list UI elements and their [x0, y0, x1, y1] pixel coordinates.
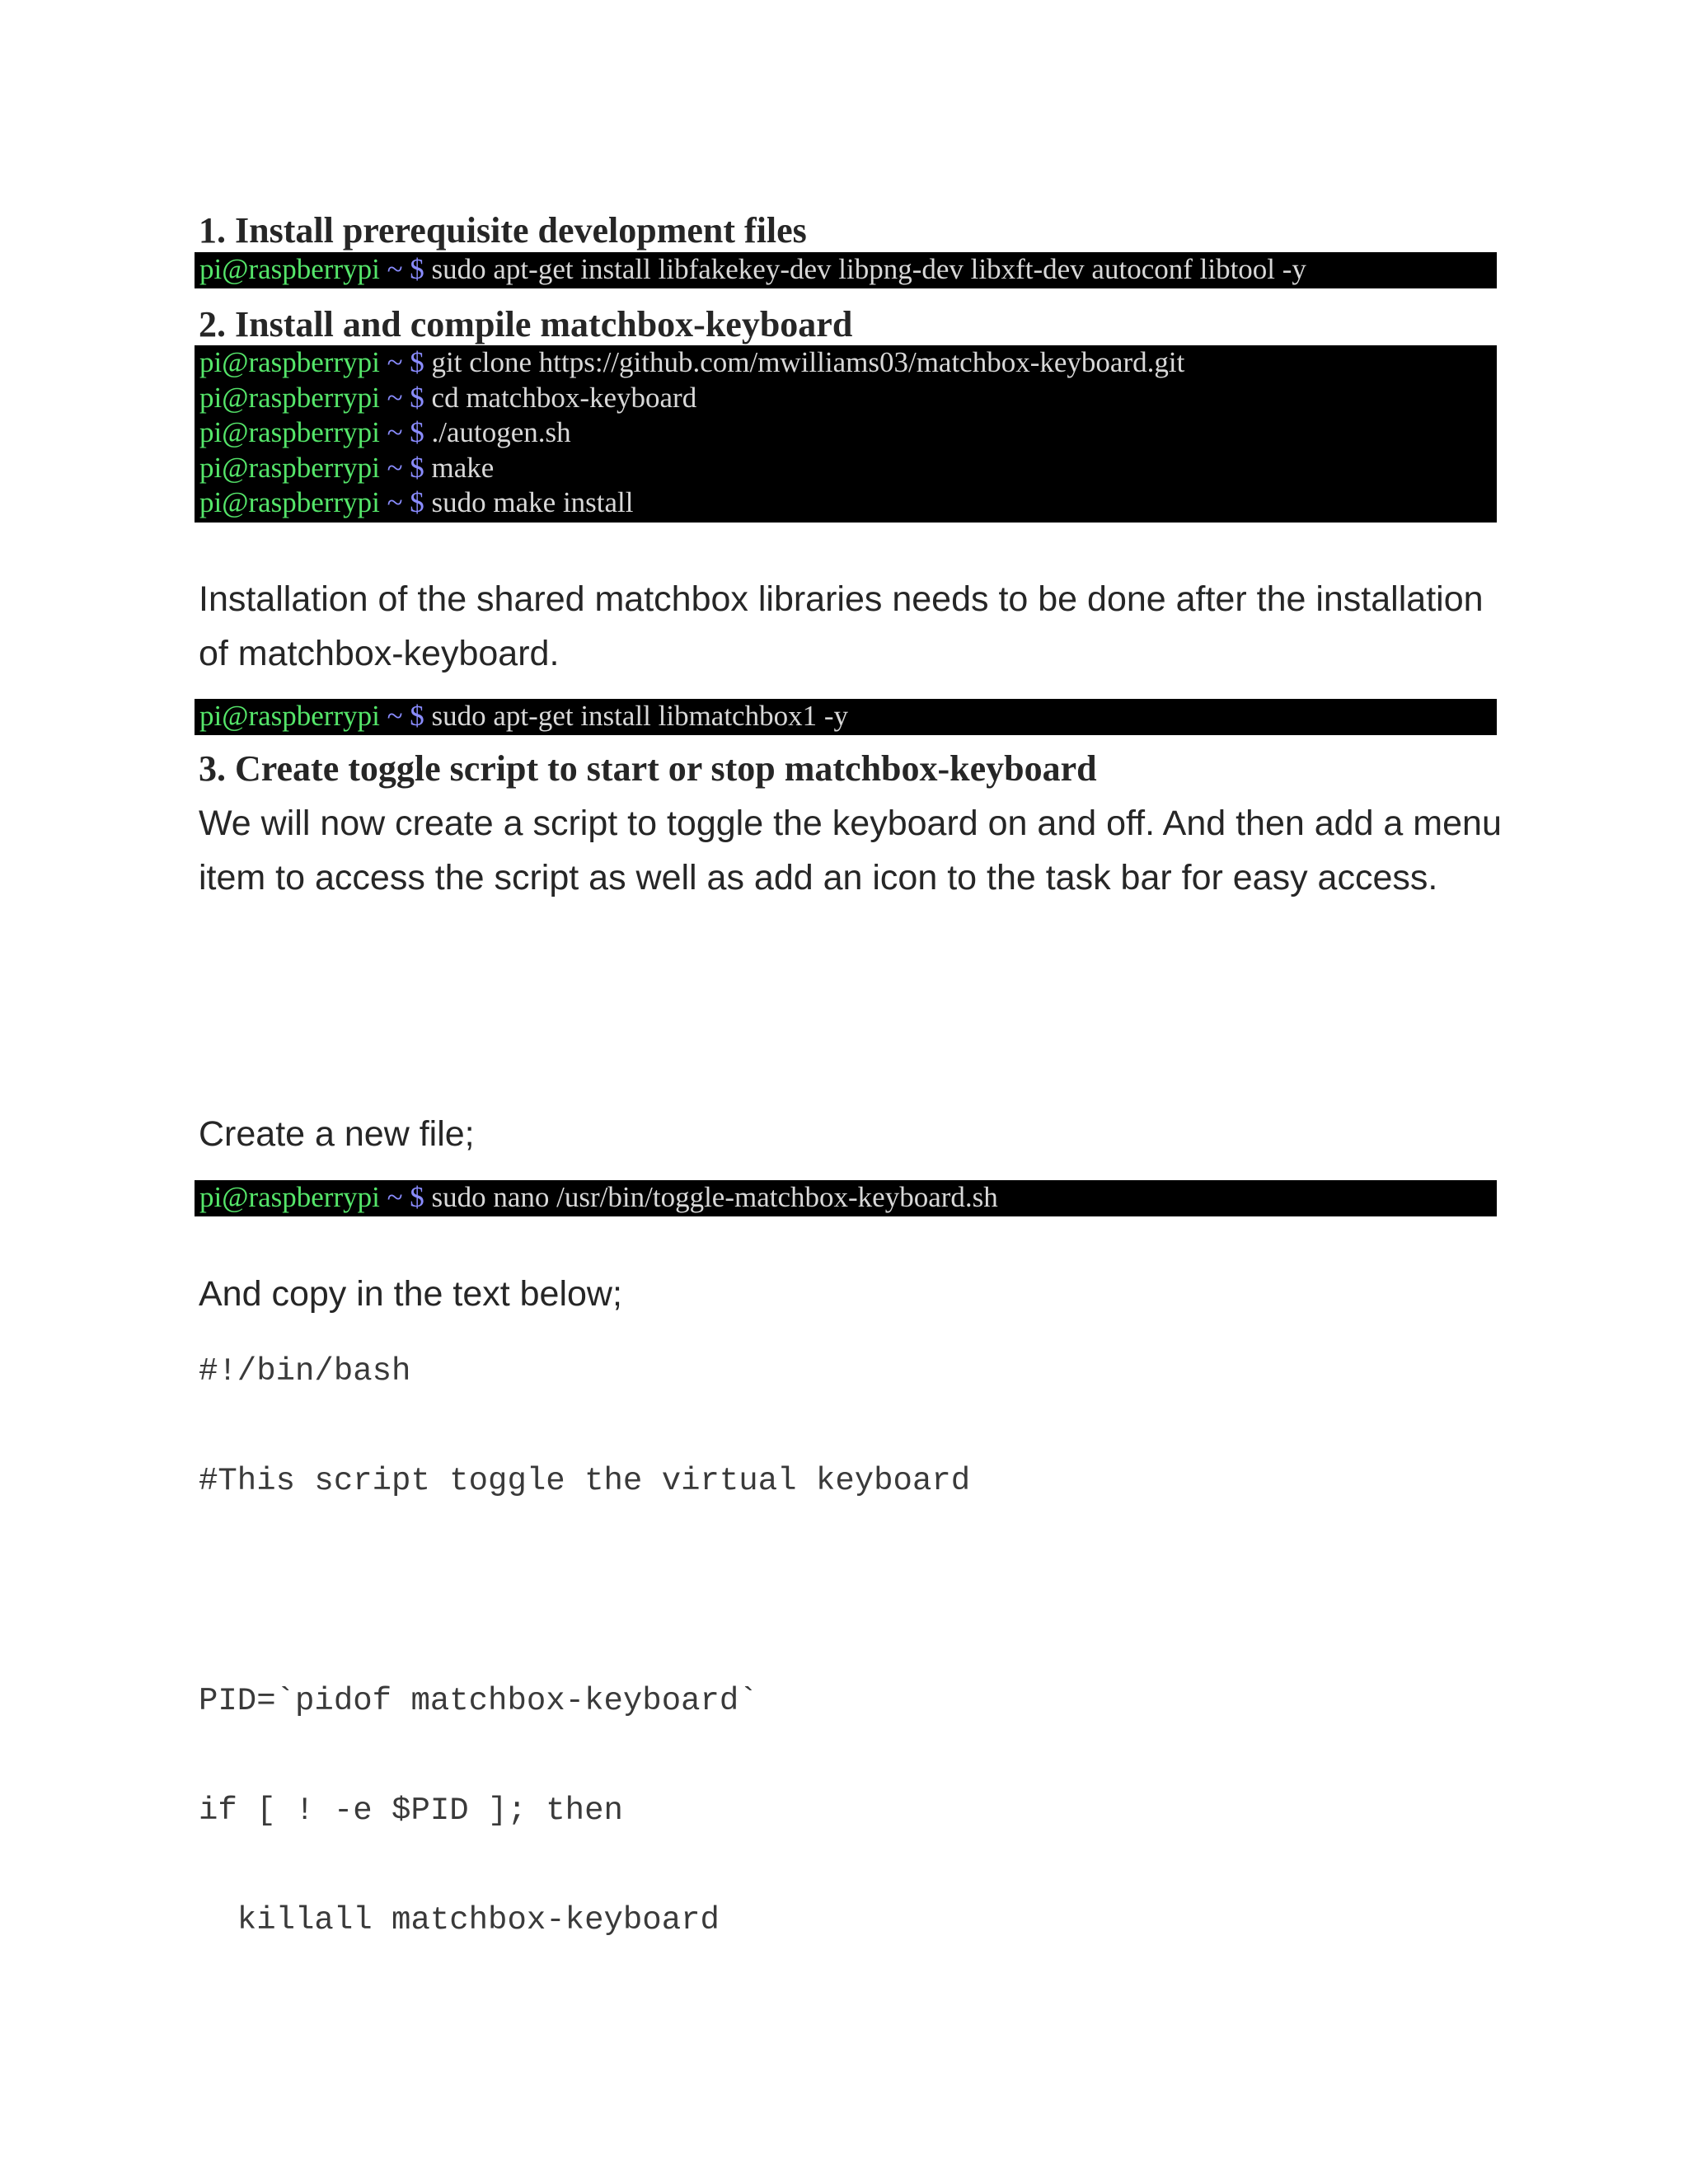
prompt-user-host: pi@raspberrypi [199, 700, 380, 732]
terminal-line [199, 451, 1497, 486]
terminal-line [199, 381, 1497, 416]
prompt-user-host: pi@raspberrypi [199, 253, 380, 285]
script-pid-line: PID=`pidof matchbox-keyboard` [199, 1683, 758, 1719]
terminal-line [199, 415, 1497, 451]
terminal-command: sudo apt-get install libmatchbox1 -y [431, 700, 848, 732]
step2-heading: 2. Install and compile matchbox-keyboard [199, 304, 853, 344]
terminal-command: make [431, 451, 495, 484]
prompt-dir-symbol: ~ $ [387, 451, 424, 484]
terminal-command: sudo apt-get install libfakekey-dev libpng-dev libxft-dev autoconf libtool -y [431, 253, 1306, 285]
prompt-dir-symbol: ~ $ [387, 346, 424, 378]
prompt-dir-symbol: ~ $ [387, 253, 424, 285]
create-file-text: Create a new file; [199, 1114, 475, 1154]
prompt-user-host: pi@raspberrypi [199, 346, 380, 378]
prompt-user-host: pi@raspberrypi [199, 416, 380, 448]
prompt-user-host: pi@raspberrypi [199, 486, 380, 518]
script-if-line: if [ ! -e $PID ]; then [199, 1793, 623, 1829]
prompt-dir-symbol: ~ $ [387, 1181, 424, 1213]
step1-heading: 1. Install prerequisite development files [199, 210, 807, 251]
terminal-command: cd matchbox-keyboard [431, 381, 697, 414]
terminal-command: sudo make install [431, 486, 634, 518]
step3-heading: 3. Create toggle script to start or stop matchbox-keyboard [199, 748, 1097, 789]
terminal-line [199, 345, 1497, 381]
prompt-dir-symbol: ~ $ [387, 486, 424, 518]
prompt-dir-symbol: ~ $ [387, 700, 424, 732]
prompt-user-host: pi@raspberrypi [199, 381, 380, 414]
copy-text: And copy in the text below; [199, 1274, 622, 1314]
shared-libs-terminal-block [195, 699, 1497, 735]
script-shebang: #!/bin/bash [199, 1353, 411, 1390]
terminal-command: sudo nano /usr/bin/toggle-matchbox-keyboard.sh [431, 1181, 998, 1213]
terminal-command: ./autogen.sh [431, 416, 571, 448]
terminal-line [199, 699, 1497, 734]
step3-intro: We will now create a script to toggle the keyboard on and off. And then add a menu item to access the script as well as add an icon to the task bar for easy access. [199, 804, 1502, 898]
prompt-user-host: pi@raspberrypi [199, 1181, 380, 1213]
step1-terminal-block [195, 252, 1497, 288]
prompt-dir-symbol: ~ $ [387, 381, 424, 414]
shared-libs-note: Installation of the shared matchbox libraries needs to be done after the installation of matchbox-keyboard. [199, 579, 1484, 673]
prompt-dir-symbol: ~ $ [387, 416, 424, 448]
script-killall-line: killall matchbox-keyboard [199, 1902, 720, 1938]
terminal-line [199, 485, 1497, 521]
script-comment: #This script toggle the virtual keyboard [199, 1463, 971, 1499]
step2-terminal-block [195, 345, 1497, 523]
prompt-user-host: pi@raspberrypi [199, 451, 380, 484]
terminal-command: git clone https://github.com/mwilliams03/matchbox-keyboard.git [431, 346, 1185, 378]
terminal-line [199, 252, 1497, 288]
terminal-line [199, 1180, 1497, 1216]
create-file-terminal-block [195, 1180, 1497, 1216]
